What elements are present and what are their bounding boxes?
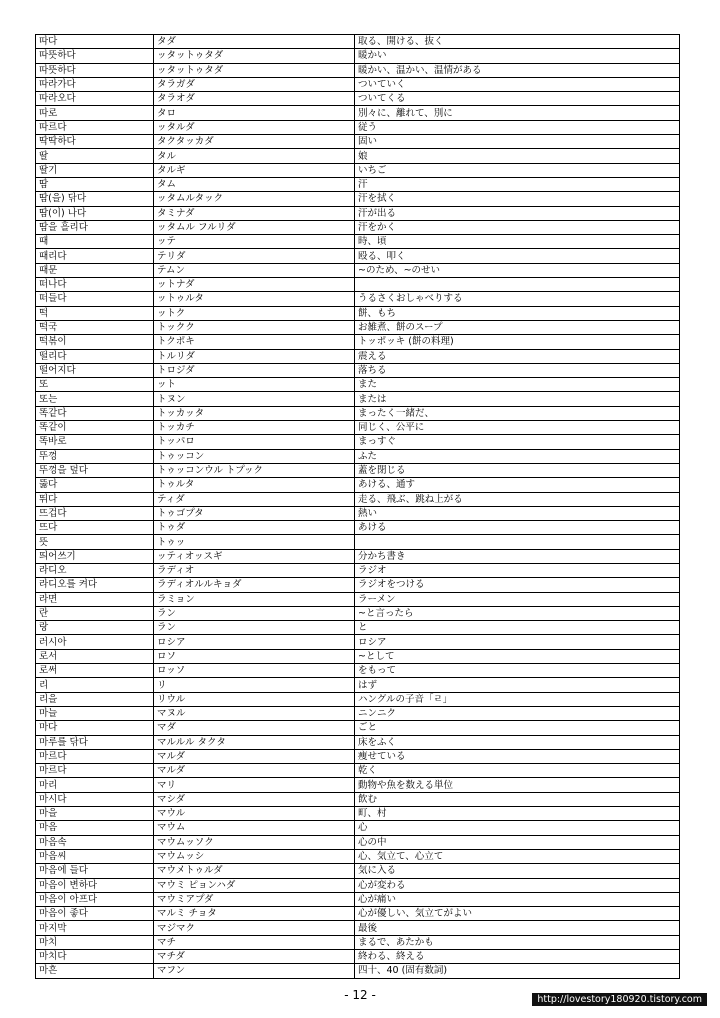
table-row (36, 721, 680, 735)
japanese-meaning: 町、村 (355, 807, 680, 821)
korean-word: 따뜻하다 (36, 63, 154, 77)
katakana-reading: ッティオッスギ (154, 549, 355, 563)
japanese-meaning: 同じく、公平に (355, 421, 680, 435)
katakana-reading: トヌン (154, 392, 355, 406)
korean-word: 딸 (36, 149, 154, 163)
table-row (36, 821, 680, 835)
korean-word: 러시아 (36, 635, 154, 649)
korean-word: 딱딱하다 (36, 135, 154, 149)
korean-word: 떡국 (36, 320, 154, 334)
katakana-reading: ッタットゥタダ (154, 49, 355, 63)
japanese-meaning: 心の中 (355, 835, 680, 849)
katakana-reading: トックク (154, 320, 355, 334)
katakana-reading: タダ (154, 35, 355, 49)
table-row (36, 635, 680, 649)
katakana-reading: マウムッシ (154, 849, 355, 863)
katakana-reading: リウル (154, 692, 355, 706)
japanese-meaning: 熱い (355, 506, 680, 520)
korean-word: 띄어쓰기 (36, 549, 154, 563)
vocabulary-table-body (36, 35, 680, 979)
table-row (36, 764, 680, 778)
japanese-meaning: 震える (355, 349, 680, 363)
japanese-meaning: 四十、40 (固有数詞) (355, 964, 680, 978)
katakana-reading: マウメトゥルダ (154, 864, 355, 878)
japanese-meaning: 蓋を閉じる (355, 463, 680, 477)
table-row (36, 706, 680, 720)
japanese-meaning: 汗を拭く (355, 192, 680, 206)
japanese-meaning: ついてくる (355, 92, 680, 106)
korean-word: 따로 (36, 106, 154, 120)
japanese-meaning: 分かち書き (355, 549, 680, 563)
korean-word: 리을 (36, 692, 154, 706)
korean-word: 뜻 (36, 535, 154, 549)
table-row (36, 120, 680, 134)
japanese-meaning: 飲む (355, 792, 680, 806)
katakana-reading: ッタムルタック (154, 192, 355, 206)
katakana-reading: タロ (154, 106, 355, 120)
table-row (36, 220, 680, 234)
table-row (36, 49, 680, 63)
japanese-meaning: あける (355, 521, 680, 535)
table-row (36, 549, 680, 563)
korean-word: 똑같다 (36, 406, 154, 420)
japanese-meaning: ニンニク (355, 706, 680, 720)
table-row (36, 892, 680, 906)
katakana-reading: トゥッコンウル トプック (154, 463, 355, 477)
katakana-reading: ッタルダ (154, 120, 355, 134)
korean-word: 로써 (36, 664, 154, 678)
japanese-meaning: ついていく (355, 77, 680, 91)
katakana-reading: マチダ (154, 950, 355, 964)
table-row (36, 292, 680, 306)
japanese-meaning: 最後 (355, 921, 680, 935)
korean-word: 때 (36, 235, 154, 249)
katakana-reading: リ (154, 678, 355, 692)
japanese-meaning: また (355, 378, 680, 392)
japanese-meaning: うるさくおしゃべりする (355, 292, 680, 306)
korean-word: 마시다 (36, 792, 154, 806)
katakana-reading: マジマク (154, 921, 355, 935)
katakana-reading: トゥルタ (154, 478, 355, 492)
korean-word: 때문 (36, 263, 154, 277)
table-row (36, 749, 680, 763)
japanese-meaning: ~と言ったら (355, 606, 680, 620)
table-row (36, 163, 680, 177)
korean-word: 똑바로 (36, 435, 154, 449)
japanese-meaning: 餅、もち (355, 306, 680, 320)
katakana-reading: トゥゴプタ (154, 506, 355, 520)
katakana-reading: マシダ (154, 792, 355, 806)
table-row (36, 392, 680, 406)
table-row (36, 563, 680, 577)
korean-word: 땀(이) 나다 (36, 206, 154, 220)
table-row (36, 578, 680, 592)
japanese-meaning: ふた (355, 449, 680, 463)
table-row (36, 878, 680, 892)
table-row (36, 363, 680, 377)
katakana-reading: ットナダ (154, 278, 355, 292)
katakana-reading: テムン (154, 263, 355, 277)
japanese-meaning: 汗をかく (355, 220, 680, 234)
source-url: http://lovestory180920.tistory.com (532, 993, 707, 1006)
korean-word: 뜨다 (36, 521, 154, 535)
katakana-reading: ットク (154, 306, 355, 320)
korean-word: 로서 (36, 649, 154, 663)
table-row (36, 950, 680, 964)
japanese-meaning: ラーメン (355, 592, 680, 606)
table-row (36, 335, 680, 349)
katakana-reading: マチ (154, 935, 355, 949)
korean-word: 떠나다 (36, 278, 154, 292)
japanese-meaning: あける、通す (355, 478, 680, 492)
table-row (36, 263, 680, 277)
table-row (36, 63, 680, 77)
japanese-meaning: 動物や魚を数える単位 (355, 778, 680, 792)
japanese-meaning: と (355, 621, 680, 635)
korean-word: 따르다 (36, 120, 154, 134)
katakana-reading: マリ (154, 778, 355, 792)
katakana-reading: タルギ (154, 163, 355, 177)
vocabulary-table (35, 34, 680, 979)
korean-word: 뛰다 (36, 492, 154, 506)
katakana-reading: マルダ (154, 764, 355, 778)
japanese-meaning: ~として (355, 649, 680, 663)
katakana-reading: トッパロ (154, 435, 355, 449)
katakana-reading: マダ (154, 721, 355, 735)
japanese-meaning: または (355, 392, 680, 406)
table-row (36, 463, 680, 477)
japanese-meaning: 心が変わる (355, 878, 680, 892)
table-row (36, 692, 680, 706)
japanese-meaning: 心が痛い (355, 892, 680, 906)
korean-word: 마르다 (36, 764, 154, 778)
korean-word: 땀(을) 닦다 (36, 192, 154, 206)
korean-word: 땀 (36, 177, 154, 191)
katakana-reading: トッカッタ (154, 406, 355, 420)
japanese-meaning (355, 278, 680, 292)
katakana-reading: タム (154, 177, 355, 191)
japanese-meaning: 取る、開ける、抜く (355, 35, 680, 49)
table-row (36, 921, 680, 935)
korean-word: 란 (36, 606, 154, 620)
japanese-meaning: 終わる、終える (355, 950, 680, 964)
katakana-reading: マヌル (154, 706, 355, 720)
katakana-reading: タル (154, 149, 355, 163)
table-row (36, 435, 680, 449)
japanese-meaning: 心、気立て、心立て (355, 849, 680, 863)
katakana-reading: ット (154, 378, 355, 392)
korean-word: 따다 (36, 35, 154, 49)
katakana-reading: トゥッコン (154, 449, 355, 463)
katakana-reading: ッタムル フルリダ (154, 220, 355, 234)
table-row (36, 235, 680, 249)
katakana-reading: トッカチ (154, 421, 355, 435)
table-row (36, 378, 680, 392)
korean-word: 랑 (36, 621, 154, 635)
table-row (36, 778, 680, 792)
japanese-meaning: をもって (355, 664, 680, 678)
korean-word: 라디오를 켜다 (36, 578, 154, 592)
katakana-reading: トロジダ (154, 363, 355, 377)
katakana-reading: トクポキ (154, 335, 355, 349)
table-row (36, 521, 680, 535)
korean-word: 마르다 (36, 749, 154, 763)
korean-word: 마음이 아프다 (36, 892, 154, 906)
table-row (36, 177, 680, 191)
katakana-reading: ットゥルタ (154, 292, 355, 306)
japanese-meaning: 床をふく (355, 735, 680, 749)
katakana-reading: ロソ (154, 649, 355, 663)
korean-word: 떡 (36, 306, 154, 320)
japanese-meaning: トッポッキ (餅の料理) (355, 335, 680, 349)
japanese-meaning: お雑煮、餅のスープ (355, 320, 680, 334)
table-row (36, 449, 680, 463)
table-row (36, 320, 680, 334)
table-row (36, 849, 680, 863)
katakana-reading: トゥッ (154, 535, 355, 549)
japanese-meaning: 走る、飛ぶ、跳ね上がる (355, 492, 680, 506)
korean-word: 마늘 (36, 706, 154, 720)
table-row (36, 35, 680, 49)
korean-word: 때리다 (36, 249, 154, 263)
korean-word: 따뜻하다 (36, 49, 154, 63)
japanese-meaning: まっすぐ (355, 435, 680, 449)
table-row (36, 678, 680, 692)
korean-word: 마음에 들다 (36, 864, 154, 878)
table-row (36, 964, 680, 978)
japanese-meaning: 汗 (355, 177, 680, 191)
japanese-meaning: 時、頃 (355, 235, 680, 249)
katakana-reading: マウル (154, 807, 355, 821)
japanese-meaning: 気に入る (355, 864, 680, 878)
table-row (36, 621, 680, 635)
korean-word: 따라가다 (36, 77, 154, 91)
japanese-meaning: 落ちる (355, 363, 680, 377)
table-row (36, 807, 680, 821)
table-row (36, 349, 680, 363)
japanese-meaning: 別々に、離れて、別に (355, 106, 680, 120)
korean-word: 마음이 좋다 (36, 907, 154, 921)
korean-word: 마루를 닦다 (36, 735, 154, 749)
katakana-reading: タラガダ (154, 77, 355, 91)
table-row (36, 406, 680, 420)
katakana-reading: マウミ ピョンハダ (154, 878, 355, 892)
korean-word: 떨리다 (36, 349, 154, 363)
korean-word: 땀을 흘리다 (36, 220, 154, 234)
japanese-meaning: 汗が出る (355, 206, 680, 220)
japanese-meaning (355, 535, 680, 549)
katakana-reading: テリダ (154, 249, 355, 263)
katakana-reading: ラミョン (154, 592, 355, 606)
katakana-reading: マウムッソク (154, 835, 355, 849)
katakana-reading: マフン (154, 964, 355, 978)
katakana-reading: ッテ (154, 235, 355, 249)
table-row (36, 192, 680, 206)
katakana-reading: マルミ チョタ (154, 907, 355, 921)
korean-word: 라디오 (36, 563, 154, 577)
korean-word: 마음 (36, 821, 154, 835)
korean-word: 뜨겁다 (36, 506, 154, 520)
table-row (36, 92, 680, 106)
japanese-meaning: ごと (355, 721, 680, 735)
korean-word: 마흔 (36, 964, 154, 978)
korean-word: 딸기 (36, 163, 154, 177)
table-row (36, 206, 680, 220)
table-row (36, 492, 680, 506)
japanese-meaning: 固い (355, 135, 680, 149)
table-row (36, 135, 680, 149)
table-row (36, 535, 680, 549)
japanese-meaning: ロシア (355, 635, 680, 649)
table-row (36, 249, 680, 263)
japanese-meaning: 心 (355, 821, 680, 835)
korean-word: 뚜껑을 덮다 (36, 463, 154, 477)
korean-word: 뚫다 (36, 478, 154, 492)
korean-word: 마치 (36, 935, 154, 949)
katakana-reading: タラオダ (154, 92, 355, 106)
japanese-meaning: 従う (355, 120, 680, 134)
katakana-reading: マルルル タクタ (154, 735, 355, 749)
korean-word: 리 (36, 678, 154, 692)
japanese-meaning: ラジオ (355, 563, 680, 577)
japanese-meaning: いちご (355, 163, 680, 177)
korean-word: 마지막 (36, 921, 154, 935)
japanese-meaning: まるで、あたかも (355, 935, 680, 949)
katakana-reading: ッタットゥタダ (154, 63, 355, 77)
japanese-meaning: ラジオをつける (355, 578, 680, 592)
table-row (36, 935, 680, 949)
katakana-reading: ラン (154, 621, 355, 635)
table-row (36, 649, 680, 663)
korean-word: 마다 (36, 721, 154, 735)
korean-word: 마치다 (36, 950, 154, 964)
korean-word: 마음씨 (36, 849, 154, 863)
japanese-meaning: 娘 (355, 149, 680, 163)
korean-word: 뚜껑 (36, 449, 154, 463)
korean-word: 떠들다 (36, 292, 154, 306)
japanese-meaning: ハングルの子音「ㄹ」 (355, 692, 680, 706)
korean-word: 똑같이 (36, 421, 154, 435)
katakana-reading: マルダ (154, 749, 355, 763)
table-row (36, 306, 680, 320)
japanese-meaning: 痩せている (355, 749, 680, 763)
katakana-reading: ラディオ (154, 563, 355, 577)
japanese-meaning: まったく一緒だ、 (355, 406, 680, 420)
japanese-meaning: 暖かい、温かい、温情がある (355, 63, 680, 77)
katakana-reading: ロシア (154, 635, 355, 649)
table-row (36, 149, 680, 163)
table-row (36, 592, 680, 606)
japanese-meaning: 殴る、叩く (355, 249, 680, 263)
table-row (36, 478, 680, 492)
katakana-reading: トルリダ (154, 349, 355, 363)
table-row (36, 864, 680, 878)
japanese-meaning: 暖かい (355, 49, 680, 63)
table-row (36, 792, 680, 806)
table-row (36, 278, 680, 292)
korean-word: 따라오다 (36, 92, 154, 106)
korean-word: 떡볶이 (36, 335, 154, 349)
katakana-reading: トゥダ (154, 521, 355, 535)
japanese-meaning: 乾く (355, 764, 680, 778)
korean-word: 라면 (36, 592, 154, 606)
katakana-reading: ティダ (154, 492, 355, 506)
katakana-reading: ラン (154, 606, 355, 620)
katakana-reading: タクタッカダ (154, 135, 355, 149)
katakana-reading: マウム (154, 821, 355, 835)
table-row (36, 606, 680, 620)
korean-word: 마리 (36, 778, 154, 792)
japanese-meaning: はず (355, 678, 680, 692)
katakana-reading: マウミアプダ (154, 892, 355, 906)
table-row (36, 664, 680, 678)
japanese-meaning: ~のため、~のせい (355, 263, 680, 277)
table-row (36, 421, 680, 435)
korean-word: 또는 (36, 392, 154, 406)
table-row (36, 835, 680, 849)
korean-word: 마을 (36, 807, 154, 821)
table-row (36, 77, 680, 91)
korean-word: 마음속 (36, 835, 154, 849)
korean-word: 떨어지다 (36, 363, 154, 377)
katakana-reading: タミナダ (154, 206, 355, 220)
korean-word: 마음이 변하다 (36, 878, 154, 892)
katakana-reading: ロッソ (154, 664, 355, 678)
page-number: - 12 - (344, 988, 376, 1002)
table-row (36, 506, 680, 520)
korean-word: 또 (36, 378, 154, 392)
japanese-meaning: 心が優しい、気立てがよい (355, 907, 680, 921)
table-row (36, 735, 680, 749)
table-row (36, 907, 680, 921)
table-row (36, 106, 680, 120)
katakana-reading: ラディオルルキョダ (154, 578, 355, 592)
